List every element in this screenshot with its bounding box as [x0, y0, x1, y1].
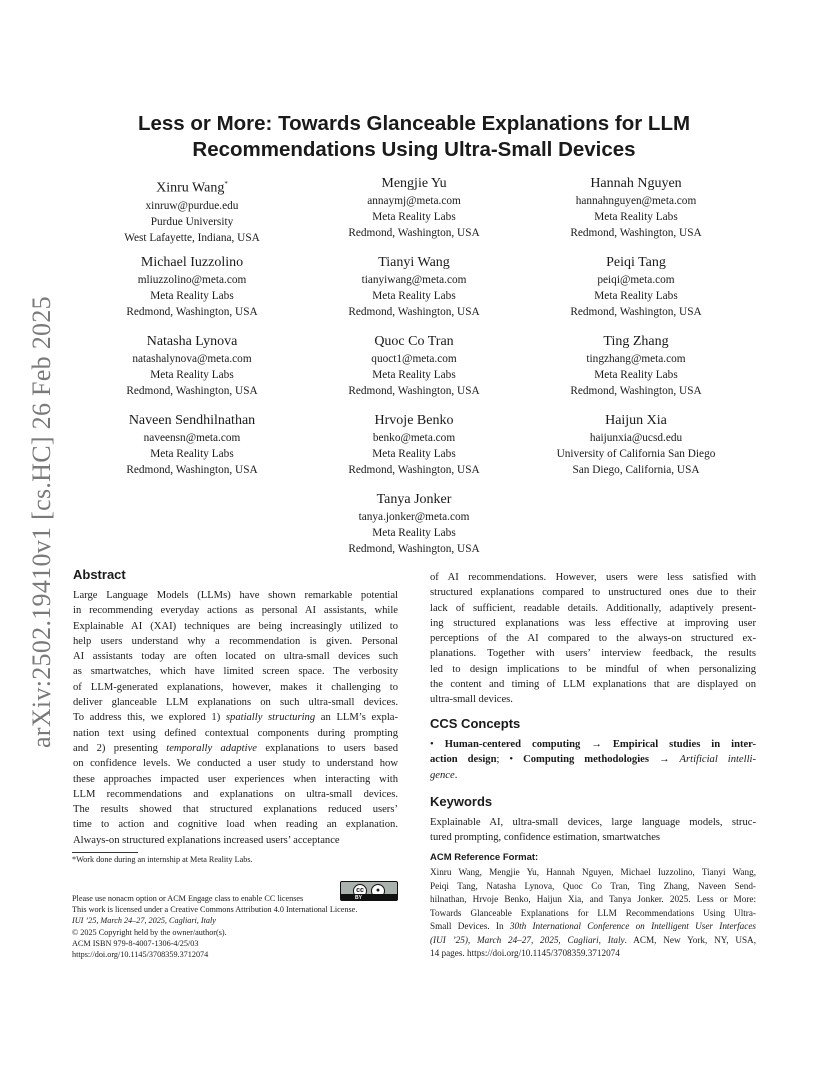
author-location: San Diego, California, USA [572, 464, 700, 476]
author-name: Haijun Xia [605, 413, 667, 428]
author-name: Mengjie Yu [381, 176, 447, 191]
abstract-line: structured explanations compared to unstructured ones due to their [430, 587, 756, 599]
author-affiliation: Meta Reality Labs [372, 211, 456, 223]
author-location: Redmond, Washington, USA [126, 306, 258, 318]
author-block [516, 333, 756, 399]
acm-reference-text [430, 866, 756, 961]
abstract-heading: Abstract [73, 567, 126, 582]
abstract-line: led to design implications to be mindful of when personalizing [430, 663, 756, 675]
author-email[interactable]: annaymj@meta.com [367, 195, 461, 207]
abstract-line: help users understand why a recommendation is given. Personal [73, 635, 398, 647]
emphasis: temporally adaptive [166, 742, 257, 754]
acm-reference-line: hilnathan, Hrvoje Benko, Haijun Xia, and Tanya Jonker. 2025. Less or More: [430, 894, 756, 904]
abstract-line: as smartwatches, which have limited screen space. The verbosity [73, 666, 398, 678]
abstract-line: the content and timing of LLM explanations that are displayed on [430, 679, 756, 691]
keywords-heading: Keywords [430, 794, 493, 809]
author-affiliation: Purdue University [150, 215, 234, 228]
license-block [72, 893, 402, 960]
author-block [516, 254, 756, 320]
bold-term: Human-centered computing [444, 739, 581, 750]
author-block [294, 333, 534, 399]
abstract-line: planations. Together with users’ interview feedback, the results [430, 648, 756, 660]
abstract-line: deliver glanceable LLM explanations on such ultra-small devices. [73, 697, 398, 709]
author-affiliation: Meta Reality Labs [150, 369, 234, 381]
author-location: Redmond, Washington, USA [348, 464, 480, 476]
abstract-line: To address this, we explored 1) spatially structuring an LLM’s expla- [73, 712, 398, 724]
license-line: https://doi.org/10.1145/3708359.3712074 [72, 950, 209, 960]
abstract-line: of LLM-generated explanations, however, makes it challenging to [73, 681, 398, 693]
author-block [294, 412, 534, 478]
ccs-heading: CCS Concepts [430, 716, 521, 731]
author-affiliation: Meta Reality Labs [594, 369, 678, 381]
keywords-text [430, 815, 756, 846]
abstract-text-right [430, 570, 756, 708]
acm-reference-heading: ACM Reference Format: [430, 852, 539, 863]
badge-text: BY [355, 895, 362, 901]
bold-term: action design [430, 754, 497, 766]
bold-term: Computing methodologies [523, 754, 649, 766]
ccs-line: • Human-centered computing → Empirical studies in inter- [430, 739, 757, 750]
author-location: Redmond, Washington, USA [570, 227, 702, 239]
author-location: Redmond, Washington, USA [348, 543, 480, 555]
arxiv-stamp: arXiv:2502.19410v1 [cs.HC] 26 Feb 2025 [27, 296, 56, 748]
cc-by-license-icon [340, 881, 398, 901]
by-icon: ● [371, 884, 385, 898]
author-block [516, 175, 756, 241]
abstract-line: Always-on structured explanations increased users’ acceptance [73, 834, 340, 846]
author-email[interactable]: quoct1@meta.com [371, 353, 457, 365]
author-location: Redmond, Washington, USA [570, 306, 702, 318]
abstract-line: of AI recommendations. However, users were less satisfied with [430, 572, 756, 583]
author-email[interactable]: benko@meta.com [372, 432, 456, 444]
author-email[interactable]: mliuzzolino@meta.com [137, 274, 247, 286]
author-affiliation: Meta Reality Labs [372, 290, 456, 302]
author-email[interactable]: peiqi@meta.com [597, 274, 675, 286]
acm-reference-line: (IUI ’25), March 24–27, 2025, Cagliari, Italy. ACM, New York, NY, USA, [430, 934, 756, 945]
author-block [72, 412, 312, 478]
author-location: Redmond, Washington, USA [126, 464, 258, 476]
author-block [294, 254, 534, 320]
author-affiliation: Meta Reality Labs [372, 448, 456, 460]
license-line: This work is licensed under a Creative Commons Attribution 4.0 International License. [72, 905, 358, 915]
abstract-line: ultra-small devices. [430, 694, 513, 706]
abstract-line: on confidence levels. We conducted a user study to understand how [73, 758, 398, 770]
emphasis: IUI ’25, March 24–27, 2025, Cagliari, Italy [72, 916, 216, 926]
author-affiliation: University of California San Diego [556, 448, 716, 460]
badge-strip [341, 894, 397, 900]
author-location: Redmond, Washington, USA [348, 306, 480, 318]
author-email[interactable]: natashalynova@meta.com [132, 353, 252, 365]
cc-icon: cc [353, 884, 367, 898]
author-name: Naveen Sendhilnathan [128, 413, 256, 428]
author-location: Redmond, Washington, USA [348, 385, 480, 397]
ccs-concepts-text [430, 737, 756, 783]
abstract-line: Explainable AI (XAI) techniques are being increasingly utilized to [73, 620, 398, 632]
author-location: West Lafayette, Indiana, USA [124, 231, 260, 244]
license-line: Please use nonacm option or ACM Engage class to enable CC licenses [72, 894, 304, 903]
author-affiliation: Meta Reality Labs [372, 527, 456, 539]
emphasis: gence [430, 769, 455, 781]
author-location: Redmond, Washington, USA [126, 385, 258, 397]
license-line: ACM ISBN 979-8-4007-1306-4/25/03 [72, 938, 199, 948]
author-email[interactable]: haijunxia@ucsd.edu [589, 432, 683, 444]
author-name: Ting Zhang [603, 334, 669, 349]
author-block [72, 175, 312, 246]
abstract-line: these approaches impacted user experiences when interacting with [73, 773, 398, 785]
author-affiliation: Meta Reality Labs [150, 290, 234, 302]
ccs-line: gence. [430, 769, 458, 781]
abstract-line: and 2) presenting temporally adaptive explanations to users based [73, 742, 398, 754]
author-block [516, 412, 756, 478]
author-block [294, 175, 534, 241]
author-affiliation: Meta Reality Labs [150, 448, 234, 460]
author-affiliation: Meta Reality Labs [372, 369, 456, 381]
bold-term: Empirical studies in inter- [612, 739, 757, 750]
author-block [294, 491, 534, 557]
author-block [72, 254, 312, 320]
author-email[interactable]: tanya.jonker@meta.com [358, 511, 470, 523]
author-affiliation: Meta Reality Labs [594, 290, 678, 302]
author-email[interactable]: tianyiwang@meta.com [361, 274, 467, 286]
paper-title [80, 111, 748, 163]
abstract-line: in recommending everyday actions as personal AI assistants, while [73, 605, 398, 617]
author-name: Hannah Nguyen [590, 176, 682, 191]
footnote-rule [72, 852, 138, 853]
abstract-line: ing structured explanations was less effective at improving user [430, 617, 756, 629]
abstract-text-left [73, 588, 398, 848]
emphasis: spatially structuring [225, 712, 316, 724]
author-name: Tianyi Wang [378, 255, 450, 270]
author-name: Natasha Lynova [146, 334, 238, 349]
footnote: *Work done during an internship at Meta Reality Labs. [72, 855, 253, 864]
author-email[interactable]: tingzhang@meta.com [586, 353, 686, 365]
acm-reference-line: Towards Glanceable Explanations for LLM Recommendations Using Ultra- [430, 907, 756, 918]
author-email[interactable]: naveensn@meta.com [143, 432, 241, 444]
acm-reference-line: 14 pages. https://doi.org/10.1145/3708359.3712074 [430, 948, 620, 958]
title-line-1: Less or More: Towards Glanceable Explanations for LLM [137, 112, 691, 135]
footnote-mark: * [224, 180, 228, 188]
author-name: Michael Iuzzolino [140, 255, 244, 270]
author-block [72, 333, 312, 399]
author-name: Quoc Co Tran [374, 334, 454, 349]
author-email[interactable]: xinruw@purdue.edu [145, 199, 239, 212]
acm-reference-line: Small Devices. In 30th International Conference on Intelligent User Interfaces [430, 921, 757, 931]
abstract-line: Large Language Models (LLMs) have shown remarkable potential [73, 590, 398, 601]
title-line-2: Recommendations Using Ultra-Small Devices [192, 138, 636, 161]
author-location: Redmond, Washington, USA [570, 385, 702, 397]
author-location: Redmond, Washington, USA [348, 227, 480, 239]
ccs-line: action design; • Computing methodologies → Artificial intelli- [430, 754, 756, 766]
abstract-line: perceptions of the AI compared to the always-on structured ex- [430, 633, 756, 645]
abstract-line: time to action and cognitive load when reading an explanation. [73, 819, 398, 831]
abstract-line: lack of sufficient, readable details. Additionally, adaptively present- [430, 602, 756, 614]
keyword-line: Explainable AI, ultra-small devices, large language models, struc- [430, 817, 756, 828]
author-email[interactable]: hannahnguyen@meta.com [575, 195, 697, 207]
author-name: Peiqi Tang [606, 255, 666, 270]
license-line [72, 915, 402, 926]
author-name: Xinru Wang* [156, 180, 228, 196]
abstract-line: The results showed that structured explanations reduced users’ [73, 804, 398, 816]
emphasis: Artificial intelli- [679, 754, 756, 766]
author-affiliation: Meta Reality Labs [594, 211, 678, 223]
author-name: Hrvoje Benko [374, 413, 454, 428]
abstract-line: nation text using defined contextual components during prompting [73, 727, 398, 739]
acm-reference-line: Peiqi Tang, Natasha Lynova, Quoc Co Tran, Ting Zhang, Naveen Send- [430, 880, 756, 891]
license-line: © 2025 Copyright held by the owner/author(s). [72, 927, 227, 937]
author-name: Tanya Jonker [376, 492, 452, 507]
acm-reference-line: Xinru Wang, Mengjie Yu, Hannah Nguyen, Michael Iuzzolino, Tianyi Wang, [430, 867, 756, 877]
emphasis: 30th International Conference on Intelligent User Interfaces [509, 921, 757, 931]
emphasis: (IUI ’25), March 24–27, 2025, Cagliari, Italy [430, 934, 625, 945]
keyword-line: tured prompting, confidence estimation, smartwatches [430, 832, 661, 844]
abstract-line: AI assistants today are often located on ultra-small devices such [73, 651, 398, 663]
abstract-line: LLM recommendations and explanations on ultra-small devices. [73, 788, 398, 800]
